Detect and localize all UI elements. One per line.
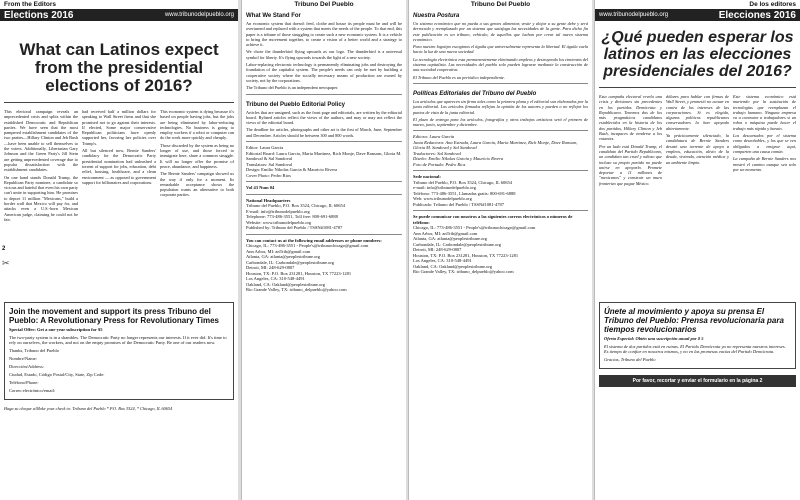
contact-line: Houston, TX: P.O. Box 231281, Houston, TX 77223-1281 [413, 252, 519, 258]
contact-line: Oakland, CA: Oakland@peoplestribune.org [246, 281, 326, 287]
contact-line: Oakland, CA: Oakland@peoplestribune.org [413, 263, 493, 269]
paragraph: This electoral campaign reveals an unprecedented crisis and splits within the established Democratic and Republican parties. We have seen that the most pampered establishment candidates of the two parties—Hillary Clinton and Jeb Bush—have been unable to sell themselves to the voters. Additionally, Libertarian Gary Johnson and the Green Party's Jill Stein are getting unprecedented coverage due to popular dissatisfaction with the establishment candidates. [4, 109, 78, 173]
paragraph: had received half a million dollars for speaking to Wall Street firms and that she promised not to go against their interests. If elected, Some major conservative Republican politicians have openly supported her, favoring her policies over Trump's. [82, 109, 156, 146]
hq-line: Telephone: 773-486-3551, Toll free: 800-691-6888 [246, 214, 338, 220]
special-offer: Special Offer: Get a one-year subscription for $5 [9, 327, 103, 332]
contact-line: Ann Arbor, MI: anTrib@gmail.com [413, 230, 478, 236]
contact-line: Houston, TX: P.O. Box 231281, Houston, TX 77223-1281 [246, 270, 352, 276]
subscription-text: The two-party system is in a shambles. The Democratic Party no longer represents our interests. If it ever did. It's time to rely on ourselves, the workers, and not on the empty promises of the Democratic Party. Be one of our readers now. [9, 334, 227, 345]
staff-line: Editor: Laura Garcia [246, 145, 284, 151]
paragraph: Para nuestro logotipo escogimos el águila que universalmente representa la libertad. El águila vuela hacia la luz de una nueva sociedad. [413, 44, 588, 55]
paragraph: La campaña de Bernie Sanders nos mostró el camino aunque sea solo por un momento. [733, 156, 796, 172]
paragraph: Los descartados por el sistema como desechables, y los que se ven obligados a emigrar aquí, comparten una causa común. [733, 133, 796, 154]
headquarters-info [242, 198, 406, 231]
hq-line: E-mail: info@tribunodelpueblo.org [246, 208, 310, 214]
hq-line: Tribuno del Pueblo, P.O. Box 3524, Chicago, IL 60654 [246, 203, 346, 209]
subscription-box [599, 302, 796, 369]
section-heading: Nuestra Postura [413, 13, 460, 19]
divider [413, 83, 588, 84]
divider [246, 141, 402, 142]
section-body [409, 99, 592, 127]
bar-title: Elections 2016 [4, 9, 74, 21]
subscription-title: Join the movement and support its press Tribuno del Pueblo: A Revolutionary Press for Revolutionary Times [9, 307, 219, 325]
bar-url: www.tribunodelpueblo.org [599, 12, 669, 18]
section-heading: Políticas Editoriales del Tribuno del Pueblo [413, 90, 537, 97]
contact-line: Carbondale, IL: Carbondale@peoplestribune.org [413, 241, 502, 247]
phone-field[interactable]: Teléfono/Phone: [9, 380, 39, 385]
divider [413, 210, 588, 211]
paragraph: Por un lado está Donald Trump, el candidato del Partido Republicano, un candidato tan cruel y odioso que incluso su propio partido no puede unirse en apoyarlo. Promete deportar a 11 millones de "mexicanos" y construir un muro fronterizo que pague México. [599, 143, 662, 186]
staff-line: Editora: Laura García [413, 134, 455, 140]
paragraph: Ya prácticamente silenciado, la candidatura de Bernie Sanders desató una torrente de apoyo a empleos, educación, alivio de la deuda, vivienda, atención médica y un ambiente limpio. [666, 133, 729, 165]
paragraph: El plazo de entrega para los artículos, fotografías y otros trabajos artísticos será el primero de marzo, junio, septiembre y diciembre. [413, 116, 588, 128]
staff-line: Diseño: Emilio Nikolas García y Mauricio Rivera [413, 156, 504, 162]
elections-bar [595, 9, 800, 21]
paragraph: Un sistema económico que no pueda a sus gentes alimentar, vestir y alojar a su gente debe y será derrocado y reemplazado por un sistema que satisfaga las necesidades de la gente. Para dicho fin este publicación es un tribuno, vehículo, de aquellos que luchan por crear tal nuevo sistema económico. [413, 21, 588, 42]
contact-line: Ann Arbor, MI: anTrib@gmail.com [246, 248, 311, 254]
article-column-2 [666, 94, 729, 293]
contact-line: Los Angeles, CA: 310-548-4491 [246, 276, 305, 282]
page-masthead-spanish [408, 0, 592, 500]
top-strip [595, 0, 800, 9]
paragraph: The Bernie Sanders' campaign showed us the way if only for a moment. Its remarkable acceptance shows the population wants an alternative to both corporate parties. [160, 171, 234, 198]
paper-name: Tribuno Del Pueblo [470, 1, 531, 8]
subscription-text: El sistema de dos partidos está en ruinas. El Partido Demócrata ya no representa nuestros intereses. Es tiempo de confiar en nosotros mismos, y no en las promesas vacías del Partido Demócrata. [604, 343, 786, 354]
hq-line: Website: www.tribunodelpueblo.org [246, 219, 312, 225]
paragraph: The deadline for articles, photographs and other art is the first of March, June, September and December. Articles should be between 300 and 800 words. [246, 127, 402, 138]
scissors-icon: ✂ [2, 258, 10, 268]
contact-line: Detroit, MI: 248-629-0807 [413, 247, 462, 253]
contacts-list [242, 238, 406, 293]
contact-line: Atlanta, GA: atlanta@peoplestribune.org [413, 236, 488, 242]
contact-line: Carbondale, IL: Carbondale@peoplestribune.org [246, 259, 335, 265]
divider [246, 181, 402, 182]
paragraph: Esta campaña electoral revela una crisis y divisiones sin precedentes en los partidos Demócrata y Republicano. Tenemos dos de los más pragmáticos candidatos establecidos en la historia de los dos partidos, Hillary Clinton y Jeb Bush, incapaces de venderse a los votantes. [599, 94, 662, 142]
top-strip [409, 0, 592, 9]
page-spanish-editorial [594, 0, 800, 500]
paragraph: Los artículos que aparecen sin firma tales como la primera plana y el editorial son elaborados por la junta editorial. Los artículos firmados reflejan la opinión de los autores y pueden o no reflejar los puntos de vista de la junta editorial. [413, 98, 588, 115]
bar-url: www.tribunodelpueblo.org [164, 12, 234, 18]
article-column-2 [82, 109, 156, 293]
hq-line: e-mail: info@tribunodelpueblo.org [413, 185, 477, 191]
contact-line: Detroit, MI: 248-629-0807 [246, 265, 295, 271]
divider [246, 234, 402, 235]
elections-bar [0, 9, 238, 21]
staff-line: Cover Photo: Pedro Rios [246, 172, 291, 178]
article-headline: What can Latinos expect from the presidential elections of 2016? [19, 40, 219, 95]
paragraph: El Tribuno del Pueblo es un periódico independiente. [413, 74, 505, 80]
contact-line: Chicago, IL: 773-486-3551 - People's@tribunochicago@gmail.com [413, 225, 536, 231]
hq-heading: Sede nacional: [413, 174, 441, 180]
email-field[interactable]: Correo electrónico/email: [9, 388, 56, 393]
hq-heading: National Headquarters [246, 197, 291, 203]
cut-form-banner: Por favor, recortar y enviar el formulario en la página 2 [599, 375, 796, 387]
staff-list [409, 134, 592, 167]
contacts-heading: You can contact us at the following email addresses or phone numbers: [246, 237, 382, 243]
page-masthead-english [241, 0, 406, 500]
headquarters-info [409, 174, 592, 207]
page-number: 2 [2, 246, 6, 252]
contact-line: Chicago, IL: 773-486-3551 - People's@tribunochicago@gmail.com [246, 243, 369, 249]
paragraph: dólares para hablar con firmas de Wall Street, y prometió no actuar en contra de los intereses de las corporaciones. Si es elegida, algunos políticos republicanos conservadores la han apoyado abiertamente. [666, 94, 729, 131]
name-field[interactable]: Nombre/Name: [9, 356, 37, 361]
special-offer: Oferta Especial: Obtén una suscripción anual por $ 5 [604, 336, 704, 341]
staff-line: Design: Emilio Nikolas Garcia & Mauricio Rivera [246, 167, 337, 173]
paragraph: This economic system is dying because it's based on people having jobs, but the jobs are being eliminated by labor-reducing technologies. No business is going to employ workers if a robot or computer can do the work more quickly and cheaply. [160, 109, 234, 141]
paper-name: Tribuno Del Pueblo [294, 1, 354, 8]
paragraph: On one hand stands Donald Trump, the Republican Party nominee, a candidate so vicious and hateful that even his own party can't unite in supporting him. He promises to deport 11 million "Mexicans," build a border wall that Mexico will pay for, and attacks even a U.S.-born Mexican American judge, claiming he could not be fair. [4, 174, 78, 222]
paragraph: The Tribuno del Pueblo is an independent newspaper. [246, 85, 339, 91]
top-strip [242, 0, 406, 9]
contact-line: Rio Grande Valley, TX: tribuno_delpueblo@yahoo.com [413, 269, 514, 275]
subscription-title: Únete al movimiento y apoya su prensa El Tribuno del Pueblo: Prensa revolucionaria para tiempos revolucionarios [604, 307, 784, 334]
contact-line: Rio Grande Valley, TX: tribuno_delpueblo@yahoo.com [246, 287, 347, 293]
divider [413, 170, 588, 171]
divider [4, 102, 234, 103]
section-body [242, 21, 406, 91]
hq-line: Tribuno del Pueblo, P.O. Box 3524, Chicago, IL 60654 [413, 179, 513, 185]
hq-line: Publicado: Tribuno del Pueblo / TSSN#1081-4787 [413, 201, 505, 207]
paragraph: An economic system that doesn't feed, clothe and house its people must be and will be overturned and replaced with a system that meets the needs of the people. To that end, this paper is a tribune of those struggling to create such a new economic system. It is a vehicle to bring the movement together, to create a vision of a better world and a strategy to achieve it. [246, 21, 402, 48]
bar-title: Elecciones 2016 [718, 9, 796, 21]
article-column-1 [599, 94, 662, 293]
section-label: From the Editors [4, 1, 57, 8]
contacts-list [409, 214, 592, 275]
article-column-3 [160, 109, 234, 293]
section-body [409, 21, 592, 80]
article-columns [0, 106, 238, 296]
contacts-heading: Se puede comunicar con nosotros a las siguientes correos electrónicos o números de teléfono: [413, 214, 573, 225]
thanks-text: Thanks, Tribuno del Pueblo [9, 347, 60, 353]
paragraph: All but silenced now, Bernie Sanders' candidacy for the Democratic Party presidential nomination had unleashed a torrent of support for jobs, education, debt relief, housing, healthcare, and a clean environment — as opposed to government support for billionaires and corporations. [82, 148, 156, 185]
section-heading: What We Stand For [246, 13, 301, 19]
section-label: De los editores [749, 1, 796, 8]
article-column-1 [4, 109, 78, 293]
section-body [242, 110, 406, 138]
paragraph: Articles that are unsigned, such as the front page and editorials, are written by the editorial board. Bylined articles reflect the views of the authors, and may or may not reflect the views of the editorial board. [246, 109, 402, 126]
staff-line: Foto de Portada: Pedro Rios [413, 161, 466, 167]
check-footer: Haga su cheque a/Make your check to: Tribuno del Pueblo * P.O. Box 3524, * Chicago, IL 60654 [4, 406, 173, 411]
contact-line: Atlanta, GA: atlanta@peoplestribune.org [246, 254, 321, 260]
staff-list [242, 145, 406, 178]
subscription-box [4, 302, 234, 400]
staff-line: Traductores: Sal Sandoval [413, 150, 461, 156]
section-heading: Tribuno del Pueblo Editorial Policy [246, 101, 346, 108]
hq-line: Web: www.tribunodelpueblo.org [413, 196, 472, 202]
divider [413, 130, 588, 131]
hq-line: Teléfono: 773-486-3551, Llamadas gratis: 800-691-6888 [413, 190, 516, 196]
divider [599, 87, 796, 88]
contact-line: Los Angeles, CA: 310-548-4491 [413, 258, 472, 264]
staff-line: Editorial Board: Laura Garcia, Maria Martinez, Rich Monje, Dave Ransom, Gloria M. Sandoval & Sal Sandoval [246, 150, 402, 162]
article-columns [595, 91, 800, 296]
volume: Vol 43 Num 04 [246, 185, 275, 191]
staff-line: Junta Redactora: Ana Estrada, Laura García, Maria Martinez, Rich Monje, Dave Ransom, Gloria M. Sandoval y Sal Sandoval [413, 139, 578, 151]
article-headline: ¿Qué pueden esperar los latinos en las elecciones presidenciales del 2016? [601, 29, 794, 80]
city-field[interactable]: Ciudad, Estado, Código Postal/City, State, Zip Code: [9, 372, 105, 377]
hq-line: Published by: Tribuno del Pueblo / TSSN#1081-4787 [246, 225, 343, 231]
thanks-text: Gracias, Tribuno del Pueblo [604, 356, 656, 362]
divider [246, 94, 402, 95]
paragraph: La tecnología electrónica esta permanentemente eliminando empleos y destruyendo los cimientos del sistema capitalista. Las necesidades del pueblo solo pueden lograrse mediante la construcción de una sociedad cooperativa. [413, 56, 588, 73]
article-column-3 [733, 94, 796, 293]
page-english-editorial [0, 0, 238, 500]
paragraph: Those discarded by the system as being no longer of use, and those forced to immigrate here, share a common struggle. It will no longer offer the promise of peace, abundance, and happiness. [160, 142, 234, 169]
paragraph: Labor-replacing electronic technology is permanently eliminating jobs and destroying the foundation of the capitalist system. The people's needs can only be met by building a cooperative society where the socially necessary means of production are owned by society, not by the corporations. [246, 62, 402, 83]
staff-line: Translators: Sal Sandoval [246, 161, 293, 167]
paragraph: Este sistema económico está muriendo por la sustitución de tecnologías que reemplazan el trabajo humano. Ninguna empresa va a contratar a trabajadores si un robot o máquina puede hacer el trabajo más rápido y barato. [733, 94, 796, 131]
divider [246, 194, 402, 195]
paragraph: We chose the thunderbird flying upwards as our logo. The thunderbird is a universal symbol for liberty. It's flying upwards towards the light of a new society. [246, 49, 402, 60]
top-strip [0, 0, 238, 9]
address-field[interactable]: Dirección/Address: [9, 364, 44, 369]
